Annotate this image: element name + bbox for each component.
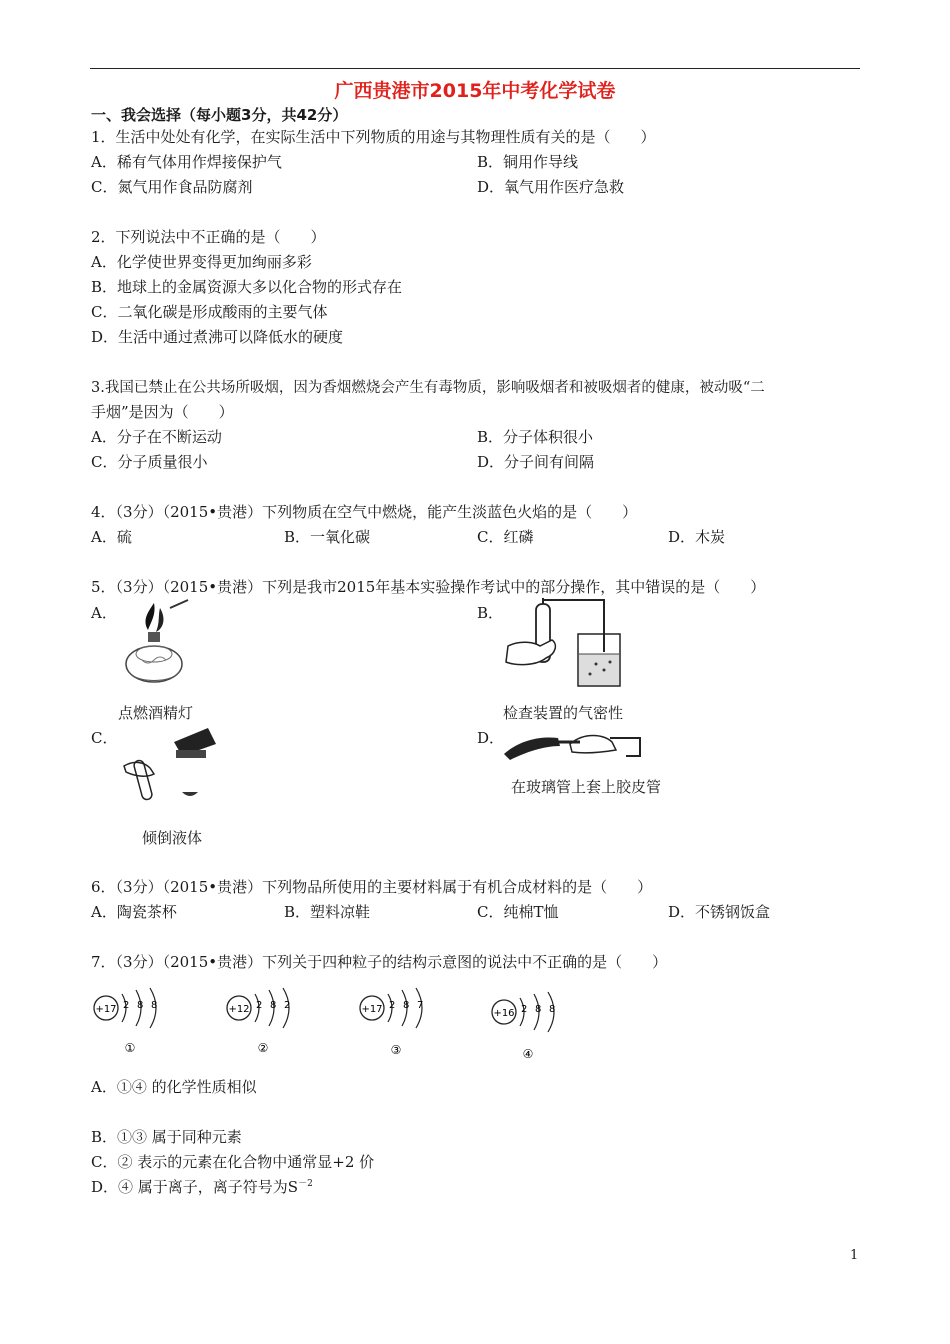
particle-3-shell-3: 7 bbox=[417, 1000, 424, 1011]
q1-stem: 1．生活中处处有化学，在实际生活中下列物质的用途与其物理性质有关的是（ ） bbox=[91, 128, 656, 146]
q2-option-a: A．化学使世界变得更加绚丽多彩 bbox=[91, 253, 312, 271]
q2-option-c: C．二氧化碳是形成酸雨的主要气体 bbox=[91, 303, 328, 321]
particle-1-label: ① bbox=[124, 1041, 136, 1055]
q7-option-a: A．①④ 的化学性质相似 bbox=[91, 1078, 257, 1096]
particle-2-label: ② bbox=[257, 1041, 269, 1055]
particle-3-shell-2: 8 bbox=[403, 1000, 410, 1011]
particle-4-shell-3: 8 bbox=[549, 1004, 556, 1015]
q5-option-c-caption: 倾倒液体 bbox=[142, 829, 203, 847]
q5-option-a-caption: 点燃酒精灯 bbox=[118, 704, 194, 722]
q5-option-c-label: C． bbox=[91, 729, 118, 747]
q2-option-b: B．地球上的金属资源大多以化合物的形式存在 bbox=[91, 278, 403, 296]
particle-4-nucleus: +16 bbox=[493, 1008, 515, 1019]
q5-option-d-label: D． bbox=[477, 729, 505, 747]
particle-2-nucleus: +12 bbox=[228, 1004, 250, 1015]
q3-stem-line2: 手烟”是因为（ ） bbox=[91, 403, 234, 421]
q1-option-c: C．氮气用作食品防腐剂 bbox=[91, 178, 253, 196]
q3-option-d: D．分子间有间隔 bbox=[477, 453, 595, 471]
q2-option-d: D．生活中通过煮沸可以降低水的硬度 bbox=[91, 328, 344, 346]
q7-option-d bbox=[91, 1176, 313, 1197]
q2-stem: 2．下列说法中不正确的是（ ） bbox=[91, 228, 326, 246]
particle-2-shell-1: 2 bbox=[256, 1000, 263, 1011]
particle-3 bbox=[360, 988, 423, 1057]
q7-option-d-superscript: －2 bbox=[298, 1179, 313, 1189]
particle-1-shell-3: 8 bbox=[151, 1000, 158, 1011]
q5-stem: 5．（3分）（2015•贵港）下列是我市2015年基本实验操作考试中的部分操作，其中错误的是（ ） bbox=[91, 578, 766, 596]
particle-2-shell-2: 8 bbox=[270, 1000, 277, 1011]
particle-3-label: ③ bbox=[390, 1043, 402, 1057]
q5-option-a-label: A． bbox=[91, 604, 117, 622]
page-number: 1 bbox=[850, 1248, 859, 1263]
q6-option-b: B．塑料凉鞋 bbox=[284, 903, 371, 921]
q4-option-c: C．红磷 bbox=[477, 528, 534, 546]
top-rule bbox=[90, 68, 860, 69]
particle-3-nucleus: +17 bbox=[361, 1004, 383, 1015]
particle-4 bbox=[492, 992, 555, 1061]
page-title: 广西贵港市2015年中考化学试卷 bbox=[334, 80, 616, 102]
particle-4-shell-2: 8 bbox=[535, 1004, 542, 1015]
alcohol-lamp-illustration bbox=[112, 598, 192, 698]
q3-stem-line1: 3.我国已禁止在公共场所吸烟，因为香烟燃烧会产生有毒物质，影响吸烟者和被吸烟者的健康，被动吸“二 bbox=[91, 380, 765, 396]
q6-option-c: C．纯棉T恤 bbox=[477, 903, 559, 921]
q5-option-b-caption: 检查装置的气密性 bbox=[503, 704, 624, 722]
particle-structure-diagrams bbox=[90, 984, 556, 1064]
q6-option-d: D．不锈钢饭盒 bbox=[668, 903, 771, 921]
q7-option-d-text: D．④ 属于离子，离子符号为S bbox=[91, 1178, 299, 1196]
q4-option-a: A．硫 bbox=[91, 528, 132, 546]
q6-stem: 6．（3分）（2015•贵港）下列物品所使用的主要材料属于有机合成材料的是（ ） bbox=[91, 878, 653, 896]
particle-1-nucleus: +17 bbox=[95, 1004, 117, 1015]
particle-4-shell-1: 2 bbox=[521, 1004, 528, 1015]
q1-option-b: B．铜用作导线 bbox=[477, 153, 579, 171]
q7-option-b: B．①③ 属于同种元素 bbox=[91, 1128, 242, 1146]
particle-1-shell-2: 8 bbox=[137, 1000, 144, 1011]
q7-option-c: C．② 表示的元素在化合物中通常显+2 价 bbox=[91, 1153, 375, 1171]
q4-option-d: D．木炭 bbox=[668, 528, 726, 546]
particle-1-shell-1: 2 bbox=[123, 1000, 130, 1011]
rubber-tube-illustration bbox=[500, 726, 650, 768]
particle-2 bbox=[227, 988, 290, 1055]
q3-option-b: B．分子体积很小 bbox=[477, 428, 594, 446]
q3-option-a: A．分子在不断运动 bbox=[91, 428, 222, 446]
pouring-liquid-illustration bbox=[118, 722, 218, 802]
particle-2-shell-3: 2 bbox=[284, 1000, 291, 1011]
particle-1 bbox=[94, 988, 157, 1055]
q1-option-d: D．氧气用作医疗急救 bbox=[477, 178, 625, 196]
q1-option-a: A．稀有气体用作焊接保护气 bbox=[91, 153, 282, 171]
particle-3-shell-1: 2 bbox=[389, 1000, 396, 1011]
q6-option-a: A．陶瓷茶杯 bbox=[91, 903, 177, 921]
q5-option-b-label: B． bbox=[477, 604, 504, 622]
particle-4-label: ④ bbox=[522, 1047, 534, 1061]
section-heading: 一、我会选择（每小题3分，共42分） bbox=[91, 106, 348, 124]
q3-option-c: C．分子质量很小 bbox=[91, 453, 208, 471]
q4-stem: 4．（3分）（2015•贵港）下列物质在空气中燃烧，能产生淡蓝色火焰的是（ ） bbox=[91, 503, 638, 521]
q7-stem: 7．（3分）（2015•贵港）下列关于四种粒子的结构示意图的说法中不正确的是（ ） bbox=[91, 953, 668, 971]
q5-option-d-caption: 在玻璃管上套上胶皮管 bbox=[511, 778, 662, 796]
q4-option-b: B．一氧化碳 bbox=[284, 528, 371, 546]
airtightness-check-illustration bbox=[500, 600, 620, 692]
